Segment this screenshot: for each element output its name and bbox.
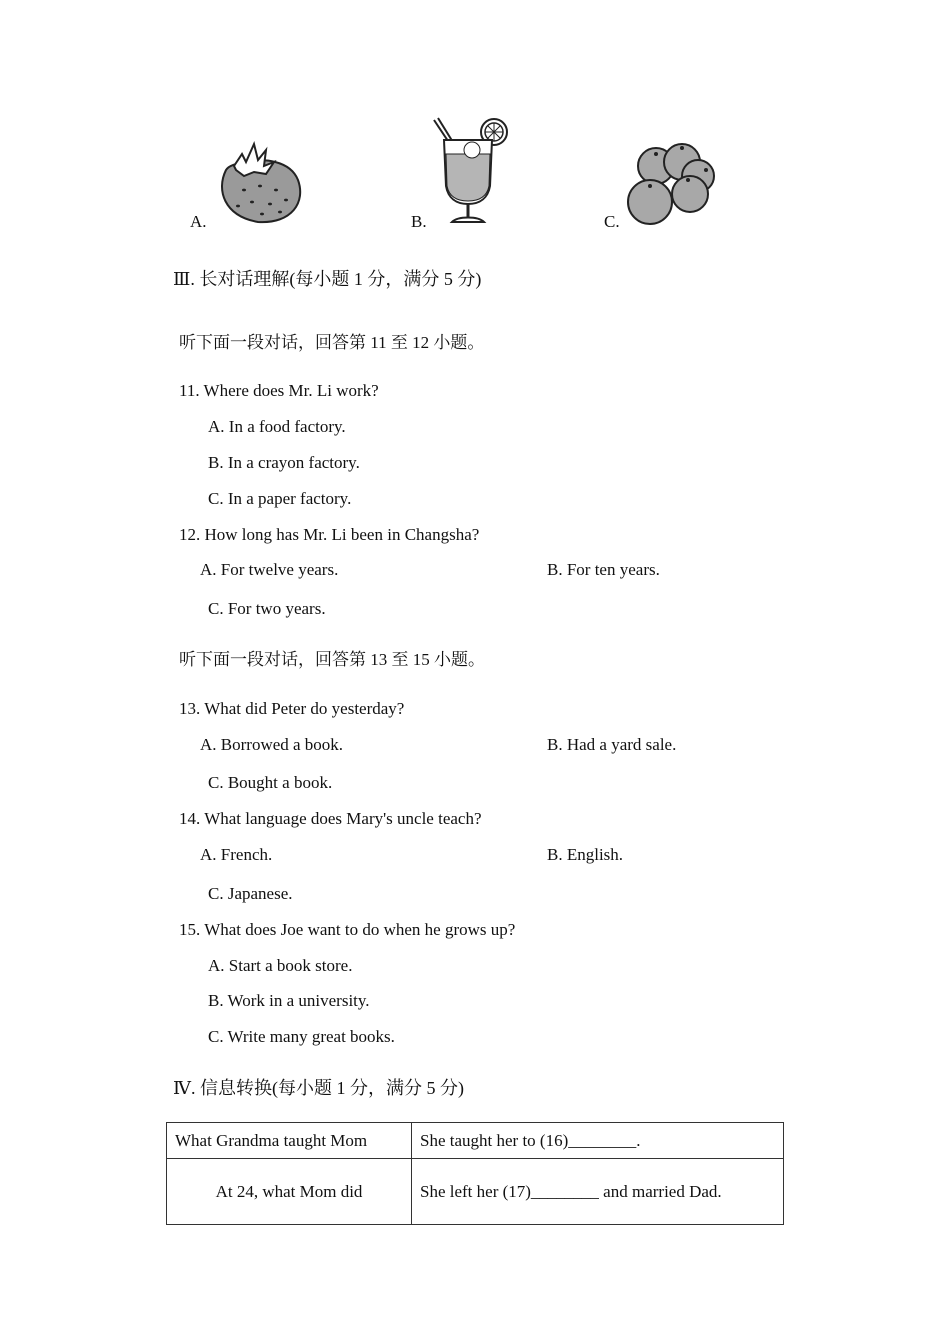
table-cell: At 24, what Mom did: [167, 1159, 412, 1225]
table-cell: She taught her to (16)________.: [412, 1123, 784, 1159]
section-3-title: Ⅲ. 长对话理解(每小题 1 分，满分 5 分): [173, 269, 482, 289]
picture-b-label: B.: [411, 212, 427, 231]
q12-option-a: A. For twelve years.: [200, 560, 339, 579]
q11-option-a: A. In a food factory.: [208, 417, 346, 436]
strawberry-icon: [214, 140, 306, 226]
q14-option-b: B. English.: [547, 845, 624, 864]
question-11: 11. Where does Mr. Li work?: [179, 381, 379, 400]
section-4-title: Ⅳ. 信息转换(每小题 1 分，满分 5 分): [173, 1078, 464, 1098]
q13-option-c: C. Bought a book.: [208, 773, 333, 792]
info-table: [166, 1122, 784, 1225]
q15-option-c: C. Write many great books.: [208, 1027, 395, 1046]
question-14: 14. What language does Mary's uncle teach?: [179, 809, 482, 828]
oranges-icon: [626, 140, 718, 228]
q14-option-c: C. Japanese.: [208, 884, 293, 903]
q15-option-b: B. Work in a university.: [208, 991, 370, 1010]
table-cell: What Grandma taught Mom: [167, 1123, 412, 1159]
table-row: [167, 1159, 784, 1225]
question-13: 13. What did Peter do yesterday?: [179, 699, 405, 718]
juice-icon: [432, 116, 512, 226]
picture-a-label: A.: [190, 212, 207, 231]
q12-option-c: C. For two years.: [208, 599, 326, 618]
table-row: [167, 1123, 784, 1159]
table-cell: She left her (17)________ and married Dad.: [412, 1159, 784, 1225]
picture-c-label: C.: [604, 212, 620, 231]
q14-option-a: A. French.: [200, 845, 273, 864]
q15-option-a: A. Start a book store.: [208, 956, 353, 975]
q12-option-b: B. For ten years.: [547, 560, 660, 579]
dialog-1-intro: 听下面一段对话，回答第 11 至 12 小题。: [179, 333, 485, 352]
question-15: 15. What does Joe want to do when he grows up?: [179, 920, 516, 939]
dialog-2-intro: 听下面一段对话，回答第 13 至 15 小题。: [179, 650, 485, 669]
q13-option-b: B. Had a yard sale.: [547, 735, 677, 754]
q11-option-b: B. In a crayon factory.: [208, 453, 360, 472]
q11-option-c: C. In a paper factory.: [208, 489, 352, 508]
question-12: 12. How long has Mr. Li been in Changsha?: [179, 525, 480, 544]
q13-option-a: A. Borrowed a book.: [200, 735, 344, 754]
